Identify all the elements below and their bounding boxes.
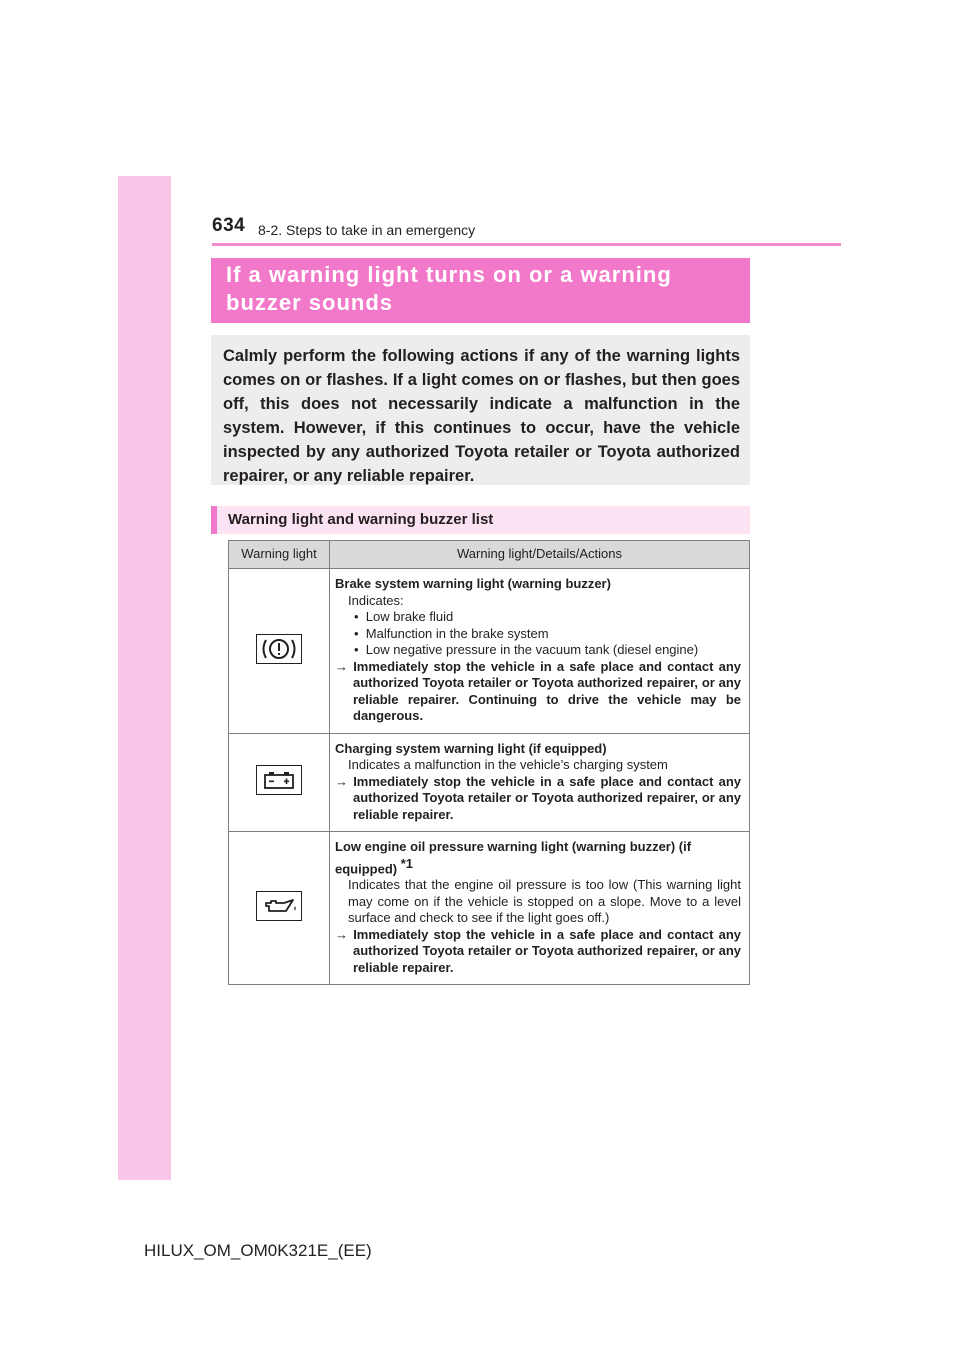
side-tab — [118, 176, 171, 1180]
row-desc: Indicates that the engine oil pressure is too low (This warning light may come on if the vehicle is stopped on a slope. Move to a level surface and check to see if the light goes off.) — [348, 877, 741, 926]
row-title: Brake system warning light (warning buzzer) — [335, 576, 611, 591]
arrow-icon: → — [335, 926, 348, 942]
section-title: If a warning light turns on or a warning buzzer sounds — [226, 262, 672, 315]
icon-cell — [229, 733, 330, 832]
bullet-text: Low brake fluid — [365, 609, 454, 624]
column-header-warning-light: Warning light — [229, 541, 330, 569]
intro-text: Calmly perform the following actions if any of the warning lights comes on or flashes. If a light comes on or flashes, but then goes off, this does not necessarily indicate a malfunction in the system. However, if this continues to occur, have the vehicle inspected by any authorized Toyota retailer or Toyota authorized repairer, or any reliable repairer. — [223, 347, 740, 485]
details-cell — [330, 832, 750, 985]
battery-icon — [256, 765, 302, 795]
breadcrumb: 8-2. Steps to take in an emergency — [258, 222, 476, 238]
bullet-glyph: • — [354, 609, 359, 624]
page-number: 634 — [212, 215, 246, 236]
footnote-marker: *1 — [400, 855, 414, 871]
row-title: Charging system warning light (if equipped) — [335, 740, 607, 756]
row-desc: Indicates a malfunction in the vehicle’s charging system — [348, 757, 668, 772]
row-action — [335, 659, 741, 725]
action-text: Immediately stop the vehicle in a safe place and contact any authorized Toyota retailer or Toyota authorized repairer, or any reliable repairer. Continuing to drive the vehicle may be dangerous. — [353, 658, 741, 723]
bullet-glyph: • — [354, 642, 359, 657]
header-divider — [212, 243, 841, 246]
subheading-bar — [211, 506, 750, 534]
subheading-text: Warning light and warning buzzer list — [228, 511, 494, 528]
section-banner — [211, 258, 750, 323]
action-text: Immediately stop the vehicle in a safe place and contact any authorized Toyota retailer or Toyota authorized repairer, or any reliable repairer. — [353, 773, 741, 822]
bullet-text: Malfunction in the brake system — [365, 625, 549, 641]
column-header-details: Warning light/Details/Actions — [330, 541, 750, 569]
action-text: Immediately stop the vehicle in a safe place and contact any authorized Toyota retailer or Toyota authorized repairer, or any reliable repairer. — [353, 926, 741, 975]
details-cell — [330, 569, 750, 734]
arrow-icon: → — [335, 658, 348, 674]
table-row-charging — [229, 733, 750, 832]
arrow-icon: → — [335, 773, 348, 789]
warning-light-table — [228, 540, 750, 985]
icon-cell — [229, 832, 330, 985]
table-row-oil-pressure — [229, 832, 750, 985]
details-cell — [330, 733, 750, 832]
row-desc: Indicates: — [348, 592, 404, 608]
brake-warning-icon — [256, 634, 302, 664]
icon-cell — [229, 569, 330, 734]
row-title-text: Low engine oil pressure warning light (warning buzzer) (if equipped) — [335, 839, 692, 876]
table-row-brake — [229, 569, 750, 734]
row-title — [335, 839, 741, 877]
bullet-text: Low negative pressure in the vacuum tank (diesel engine) — [365, 642, 699, 657]
list-item — [335, 609, 741, 626]
row-action — [335, 927, 741, 977]
row-action — [335, 774, 741, 824]
list-item — [335, 642, 741, 659]
oil-can-icon — [256, 891, 302, 921]
table-header-row — [229, 541, 750, 569]
intro-box — [211, 335, 750, 485]
bullet-glyph: • — [354, 625, 359, 641]
footer-code: HILUX_OM_OM0K321E_(EE) — [144, 1241, 372, 1260]
list-item — [335, 626, 741, 643]
